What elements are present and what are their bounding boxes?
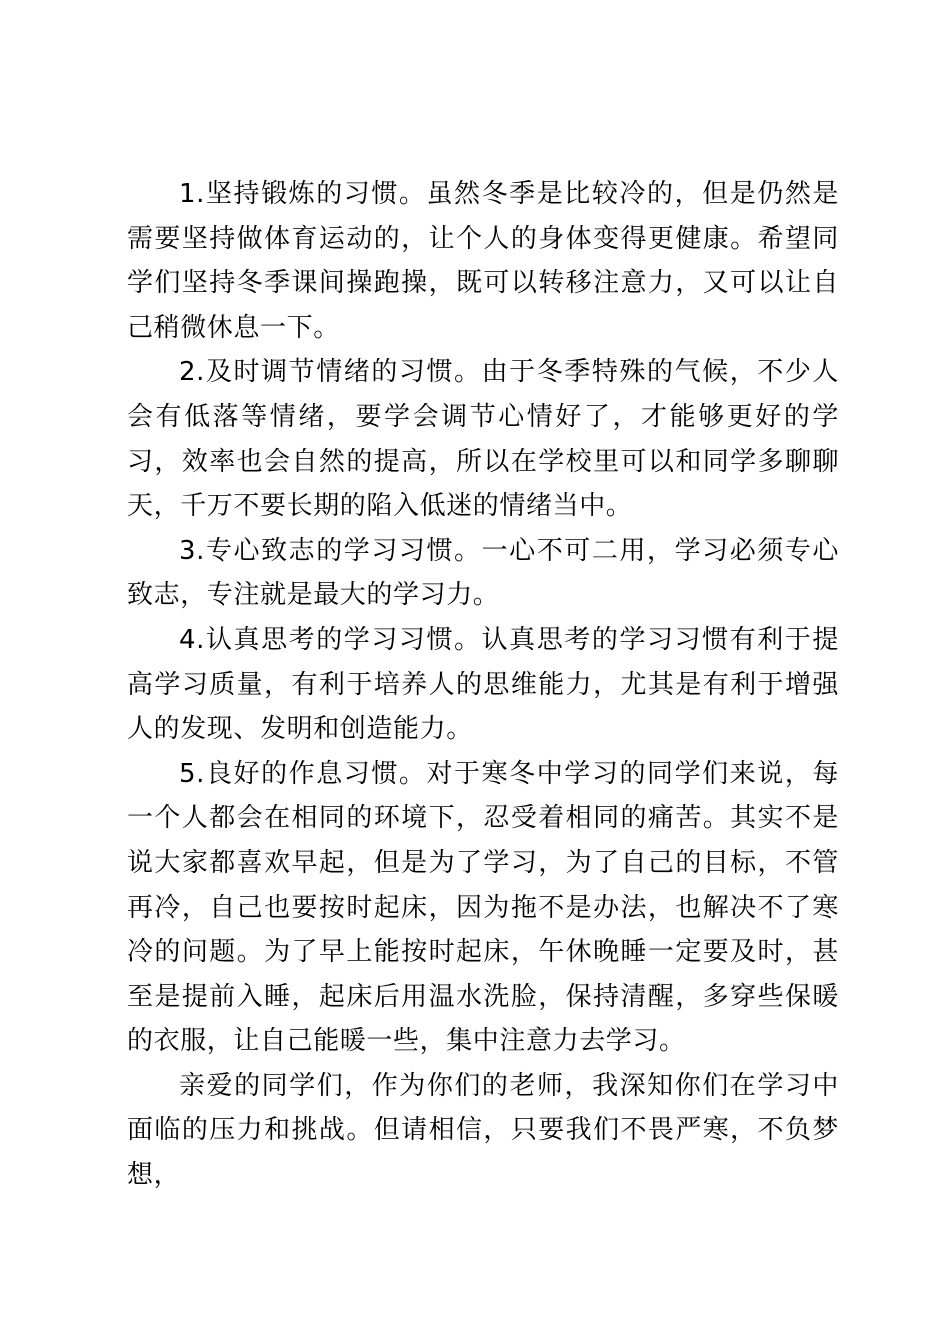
paragraph-thinking-habit: 4.认真思考的学习习惯。认真思考的学习习惯有利于提高学习质量，有利于培养人的思维能力，尤其是有利于增强人的发现、发明和创造能力。 — [127, 624, 839, 745]
paragraph-focus-habit: 3.专心致志的学习习惯。一心不可二用，学习必须专心致志，专注就是最大的学习力。 — [127, 535, 839, 611]
paragraph-rest-habit: 5.良好的作息习惯。对于寒冬中学习的同学们来说，每一个人都会在相同的环境下，忍受着相同的痛苦。其实不是说大家都喜欢早起，但是为了学习，为了自己的目标，不管再冷，自己也要按时起床，因为拖不是办法，也解决不了寒冷的问题。为了早上能按时起床，午休晚睡一定要及时，甚至是提前入睡，起床后用温水洗脸，保持清醒，多穿些保暖的衣服，让自己能暖一些，集中注意力去学习。 — [127, 758, 839, 1057]
paragraph-exercise-habit: 1.坚持锻炼的习惯。虽然冬季是比较冷的，但是仍然是需要坚持做体育运动的，让个人的身体变得更健康。希望同学们坚持冬季课间操跑操，既可以转移注意力，又可以让自己稍微休息一下。 — [127, 179, 839, 343]
paragraph-emotion-habit: 2.及时调节情绪的习惯。由于冬季特殊的气候，不少人会有低落等情绪，要学会调节心情好了，才能够更好的学习，效率也会自然的提高，所以在学校里可以和同学多聊聊天，千万不要长期的陷入低迷的情绪当中。 — [127, 357, 839, 522]
document-body — [127, 172, 839, 1198]
paragraph-closing: 亲爱的同学们，作为你们的老师，我深知你们在学习中面临的压力和挑战。但请相信，只要我们不畏严寒，不负梦想， — [127, 1070, 839, 1191]
